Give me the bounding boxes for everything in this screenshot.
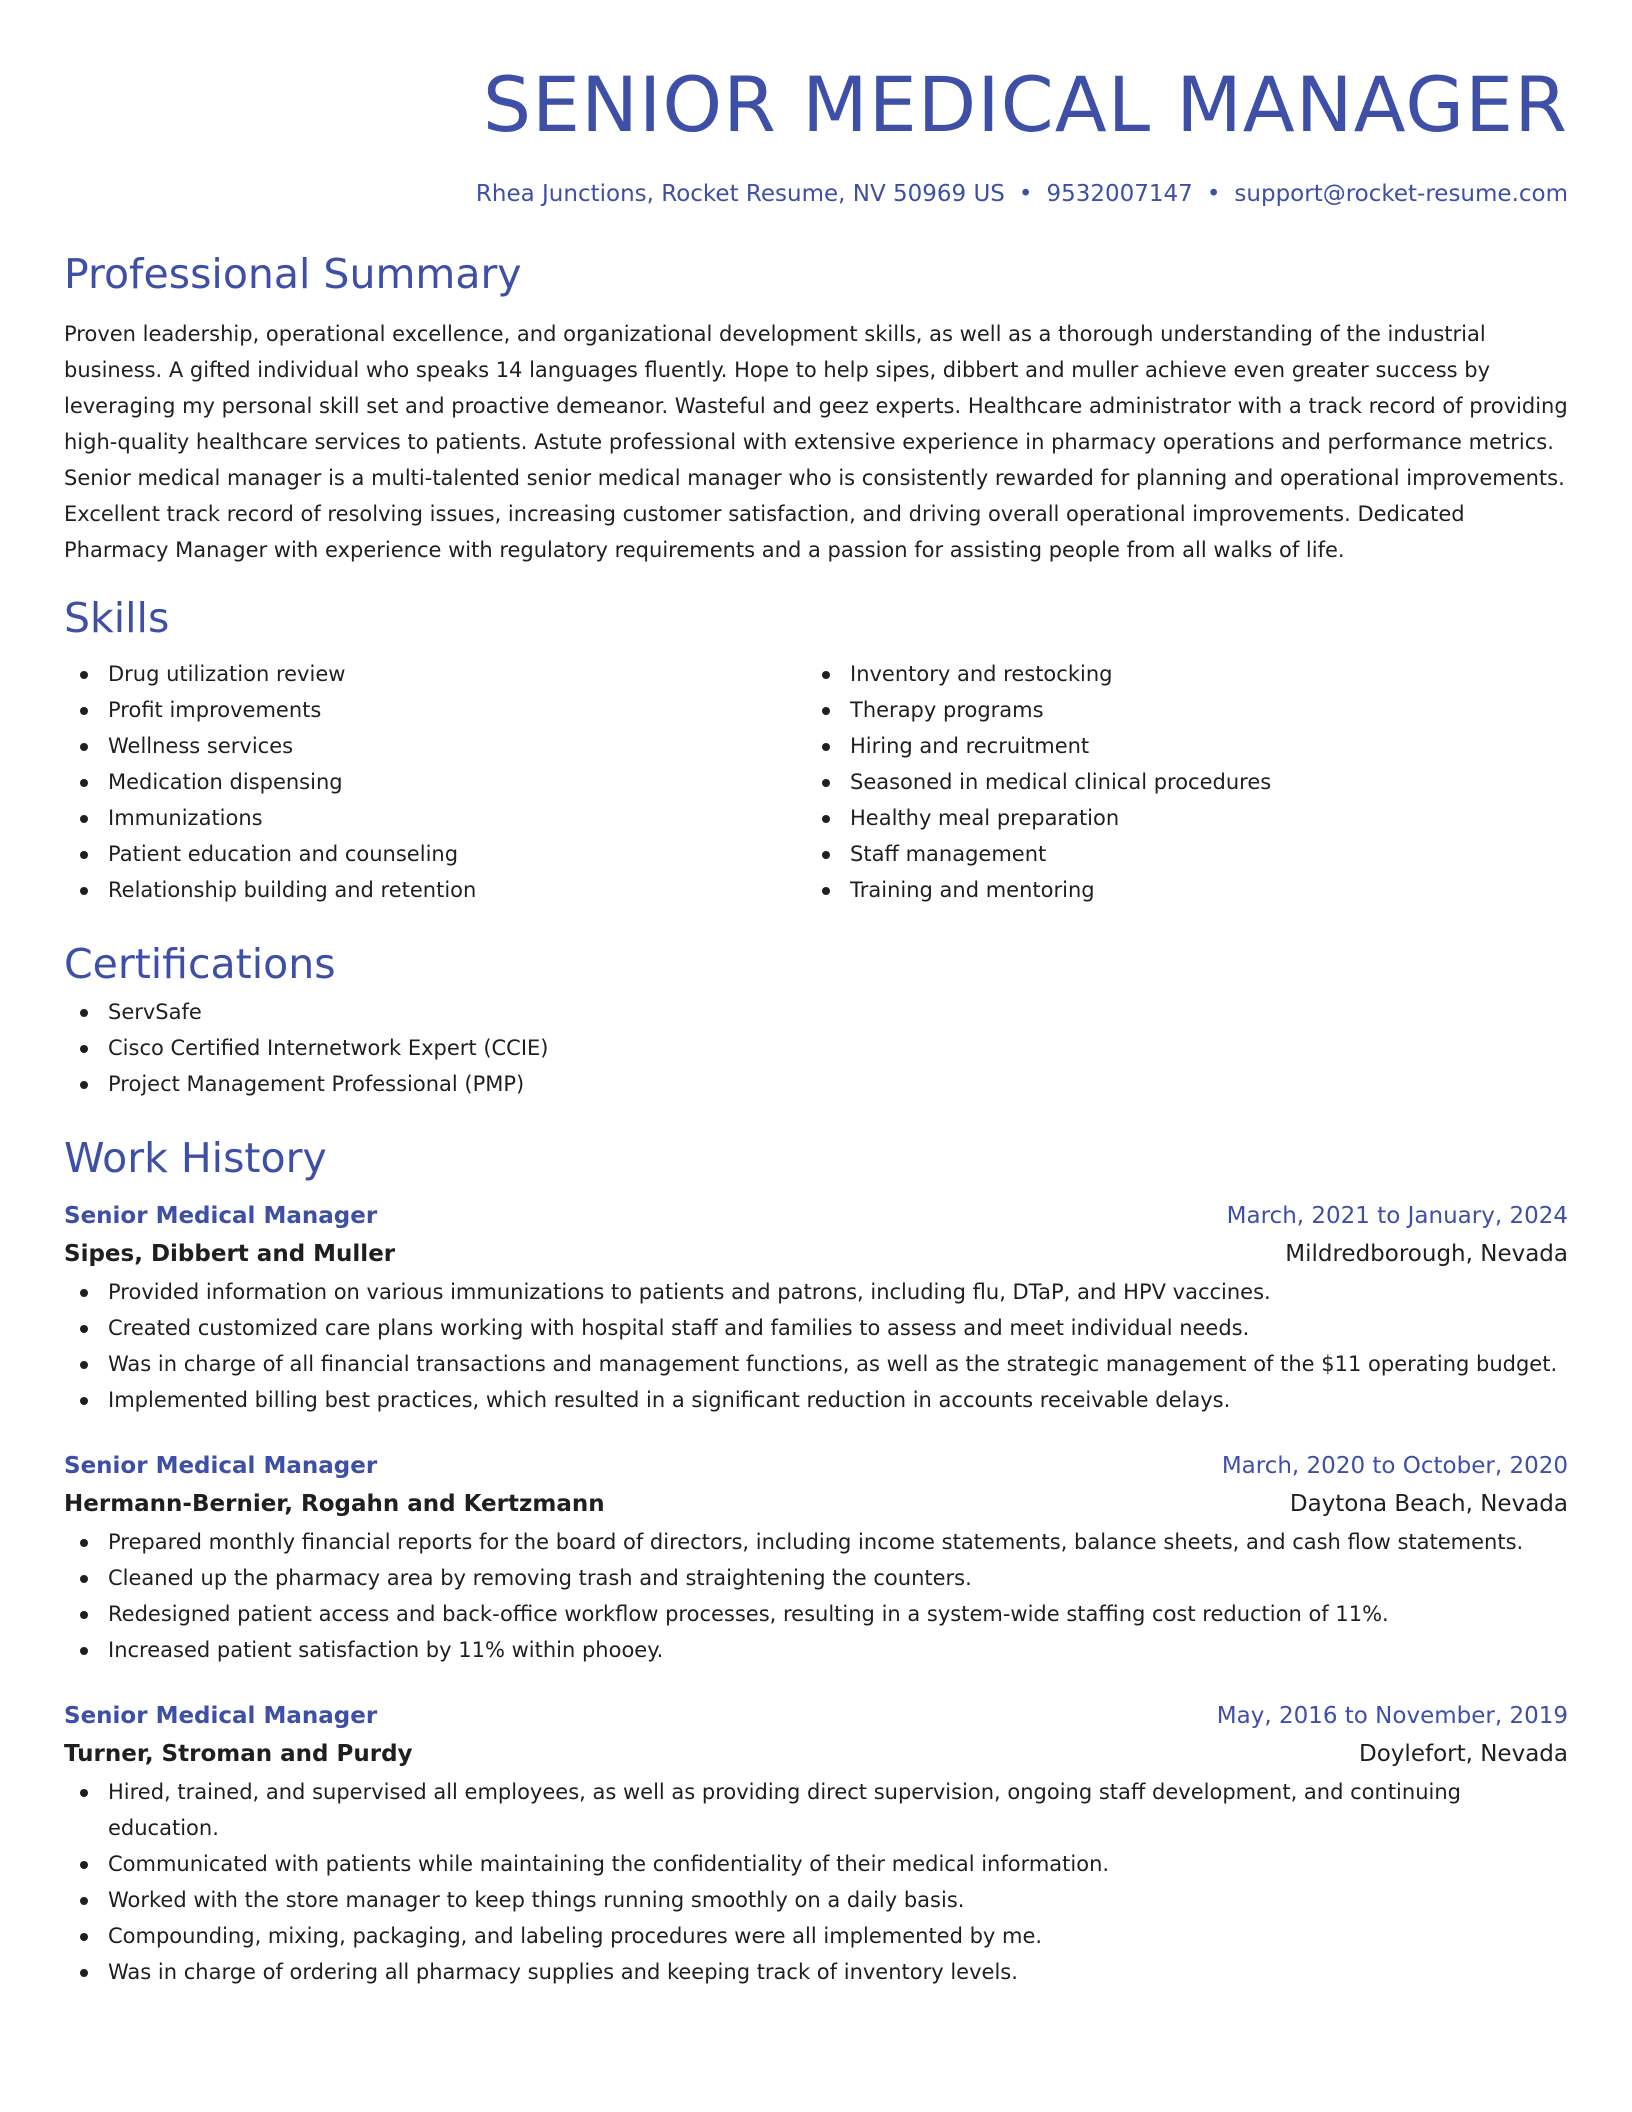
job-location: Doylefort, Nevada: [1359, 1741, 1568, 1767]
bullet-icon: [80, 1325, 88, 1333]
bullet-icon: [80, 1611, 88, 1619]
skill-label: Healthy meal preparation: [850, 806, 1120, 830]
job-bullet: [64, 1524, 1568, 1560]
bullet-icon: [80, 1009, 88, 1017]
skills-column-right: [806, 656, 1548, 908]
skill-item: [64, 764, 806, 800]
certification-label: Cisco Certified Internetwork Expert (CCIE): [108, 1036, 549, 1060]
job-dates: March, 2020 to October, 2020: [1221, 1453, 1568, 1479]
job-bullet: [64, 1954, 1568, 1990]
skill-label: Relationship building and retention: [108, 878, 477, 902]
job-bullet: [64, 1632, 1568, 1668]
skill-item: [64, 872, 806, 908]
job-entry: [64, 1448, 1568, 1668]
page-title: SENIOR MEDICAL MANAGER: [482, 60, 1568, 149]
job-bullet-text: Was in charge of ordering all pharmacy supplies and keeping track of inventory levels.: [108, 1960, 1018, 1984]
summary-heading: Professional Summary: [64, 250, 522, 298]
job-company-row: [64, 1234, 1568, 1274]
bullet-icon: [80, 887, 88, 895]
bullet-icon: [80, 815, 88, 823]
certifications-list: [64, 994, 1568, 1102]
skill-label: Training and mentoring: [850, 878, 1095, 902]
job-bullet-text: Worked with the store manager to keep things running smoothly on a daily basis.: [108, 1888, 965, 1912]
skill-label: Wellness services: [108, 734, 294, 758]
skill-item: [806, 836, 1548, 872]
job-bullet: [64, 1918, 1568, 1954]
contact-address: Rhea Junctions, Rocket Resume, NV 50969 US: [475, 181, 1005, 207]
skills-list-left: [64, 656, 806, 908]
bullet-icon: [822, 707, 830, 715]
job-dates: May, 2016 to November, 2019: [1216, 1703, 1568, 1729]
job-bullet: [64, 1774, 1568, 1846]
contact-email[interactable]: support@rocket-resume.com: [1234, 181, 1568, 207]
skill-label: Drug utilization review: [108, 662, 346, 686]
bullet-icon: [822, 815, 830, 823]
certification-label: Project Management Professional (PMP): [108, 1072, 525, 1096]
skill-label: Staff management: [850, 842, 1047, 866]
job-bullet-text: Was in charge of all financial transactions and management functions, as well as the strategic management of the $11 operating budget.: [108, 1352, 1558, 1376]
skills-list-right: [806, 656, 1548, 908]
skill-item: [806, 872, 1548, 908]
job-role: Senior Medical Manager: [64, 1703, 378, 1729]
job-bullet: [64, 1274, 1568, 1310]
job-company: Sipes, Dibbert and Muller: [64, 1241, 396, 1267]
certification-item: [64, 1066, 1568, 1102]
skill-label: Immunizations: [108, 806, 263, 830]
job-company-row: [64, 1484, 1568, 1524]
skill-item: [806, 728, 1548, 764]
skill-item: [806, 764, 1548, 800]
contact-line: [64, 178, 1568, 210]
job-location: Daytona Beach, Nevada: [1289, 1491, 1568, 1517]
bullet-icon: [80, 1397, 88, 1405]
contact-separator: •: [1018, 181, 1033, 207]
bullet-icon: [822, 887, 830, 895]
job-entry: [64, 1198, 1568, 1418]
skill-label: Patient education and counseling: [108, 842, 459, 866]
bullet-icon: [822, 671, 830, 679]
skill-item: [64, 692, 806, 728]
summary-text: Proven leadership, operational excellence, and organizational development skills, as well as a thorough understanding of the industrial business. A gifted individual who speaks 14 languages fluently. Hope to help sipes, dibbert and muller achieve even greater success by leveraging my personal skill set and proactive demeanor. Wasteful and geez experts. Healthcare administrator with a track record of providing high-quality healthcare services to patients. Astute professional with extensive experience in pharmacy operations and performance metrics. Senior medical manager is a multi-talented senior medical manager who is consistently rewarded for planning and operational improvements. Excellent track record of resolving issues, increasing customer satisfaction, and driving overall operational improvements. Dedicated Pharmacy Manager with experience with regulatory requirements and a passion for assisting people from all walks of life.: [64, 322, 1568, 562]
job-bullets: [64, 1774, 1568, 1990]
bullet-icon: [80, 851, 88, 859]
bullet-icon: [822, 743, 830, 751]
skill-label: Hiring and recruitment: [850, 734, 1090, 758]
bullet-icon: [80, 671, 88, 679]
job-company: Turner, Stroman and Purdy: [64, 1741, 413, 1767]
bullet-icon: [80, 1289, 88, 1297]
job-bullet-text: Created customized care plans working with hospital staff and families to assess and meet individual needs.: [108, 1316, 1250, 1340]
job-header-row: [64, 1698, 1568, 1734]
skill-item: [64, 800, 806, 836]
job-bullet-text: Increased patient satisfaction by 11% within phooey.: [108, 1638, 664, 1662]
skill-item: [806, 800, 1548, 836]
skills-heading: Skills: [64, 594, 170, 642]
skill-item: [64, 728, 806, 764]
job-bullet-text: Provided information on various immunizations to patients and patrons, including flu, DTaP, and HPV vaccines.: [108, 1280, 1271, 1304]
job-dates: March, 2021 to January, 2024: [1226, 1203, 1568, 1229]
skill-item: [806, 656, 1548, 692]
job-bullet-text: Hired, trained, and supervised all employees, as well as providing direct supervision, ongoing staff development, and continuing education.: [108, 1780, 1461, 1840]
certifications-heading: Certifications: [64, 940, 336, 988]
job-bullet-text: Cleaned up the pharmacy area by removing trash and straightening the counters.: [108, 1566, 972, 1590]
bullet-icon: [80, 779, 88, 787]
skill-label: Inventory and restocking: [850, 662, 1113, 686]
certification-label: ServSafe: [108, 1000, 202, 1024]
skill-label: Seasoned in medical clinical procedures: [850, 770, 1272, 794]
job-header-row: [64, 1198, 1568, 1234]
job-bullets: [64, 1274, 1568, 1418]
bullet-icon: [80, 1933, 88, 1941]
bullet-icon: [822, 851, 830, 859]
bullet-icon: [80, 1897, 88, 1905]
bullet-icon: [80, 1081, 88, 1089]
job-bullets: [64, 1524, 1568, 1668]
job-bullet-text: Communicated with patients while maintaining the confidentiality of their medical information.: [108, 1852, 1110, 1876]
job-role: Senior Medical Manager: [64, 1203, 378, 1229]
job-bullet-text: Implemented billing best practices, which resulted in a significant reduction in accounts receivable delays.: [108, 1388, 1231, 1412]
skill-label: Medication dispensing: [108, 770, 343, 794]
skill-item: [64, 836, 806, 872]
job-entry: [64, 1698, 1568, 1990]
skills-grid: [64, 656, 1568, 908]
job-location: Mildredborough, Nevada: [1285, 1241, 1568, 1267]
job-company-row: [64, 1734, 1568, 1774]
job-bullet-text: Redesigned patient access and back-office workflow processes, resulting in a system-wide staffing cost reduction of 11%.: [108, 1602, 1389, 1626]
skill-label: Therapy programs: [850, 698, 1044, 722]
work-history-heading: Work History: [64, 1134, 327, 1182]
job-bullet: [64, 1882, 1568, 1918]
certification-item: [64, 994, 1568, 1030]
bullet-icon: [80, 1969, 88, 1977]
job-role: Senior Medical Manager: [64, 1453, 378, 1479]
job-bullet: [64, 1346, 1568, 1382]
skill-item: [806, 692, 1548, 728]
job-bullet: [64, 1310, 1568, 1346]
skill-label: Profit improvements: [108, 698, 322, 722]
bullet-icon: [822, 779, 830, 787]
job-company: Hermann-Bernier, Rogahn and Kertzmann: [64, 1491, 605, 1517]
skill-item: [64, 656, 806, 692]
job-bullet-text: Prepared monthly financial reports for the board of directors, including income statements, balance sheets, and cash flow statements.: [108, 1530, 1524, 1554]
contact-separator: •: [1206, 181, 1221, 207]
job-bullet: [64, 1382, 1568, 1418]
skills-column-left: [64, 656, 806, 908]
bullet-icon: [80, 1539, 88, 1547]
certification-item: [64, 1030, 1568, 1066]
job-bullet: [64, 1560, 1568, 1596]
bullet-icon: [80, 1789, 88, 1797]
job-bullet: [64, 1846, 1568, 1882]
bullet-icon: [80, 707, 88, 715]
bullet-icon: [80, 743, 88, 751]
bullet-icon: [80, 1647, 88, 1655]
bullet-icon: [80, 1861, 88, 1869]
job-bullet: [64, 1596, 1568, 1632]
job-header-row: [64, 1448, 1568, 1484]
job-bullet-text: Compounding, mixing, packaging, and labeling procedures were all implemented by me.: [108, 1924, 1043, 1948]
contact-phone: 9532007147: [1046, 181, 1193, 207]
bullet-icon: [80, 1045, 88, 1053]
bullet-icon: [80, 1361, 88, 1369]
bullet-icon: [80, 1575, 88, 1583]
